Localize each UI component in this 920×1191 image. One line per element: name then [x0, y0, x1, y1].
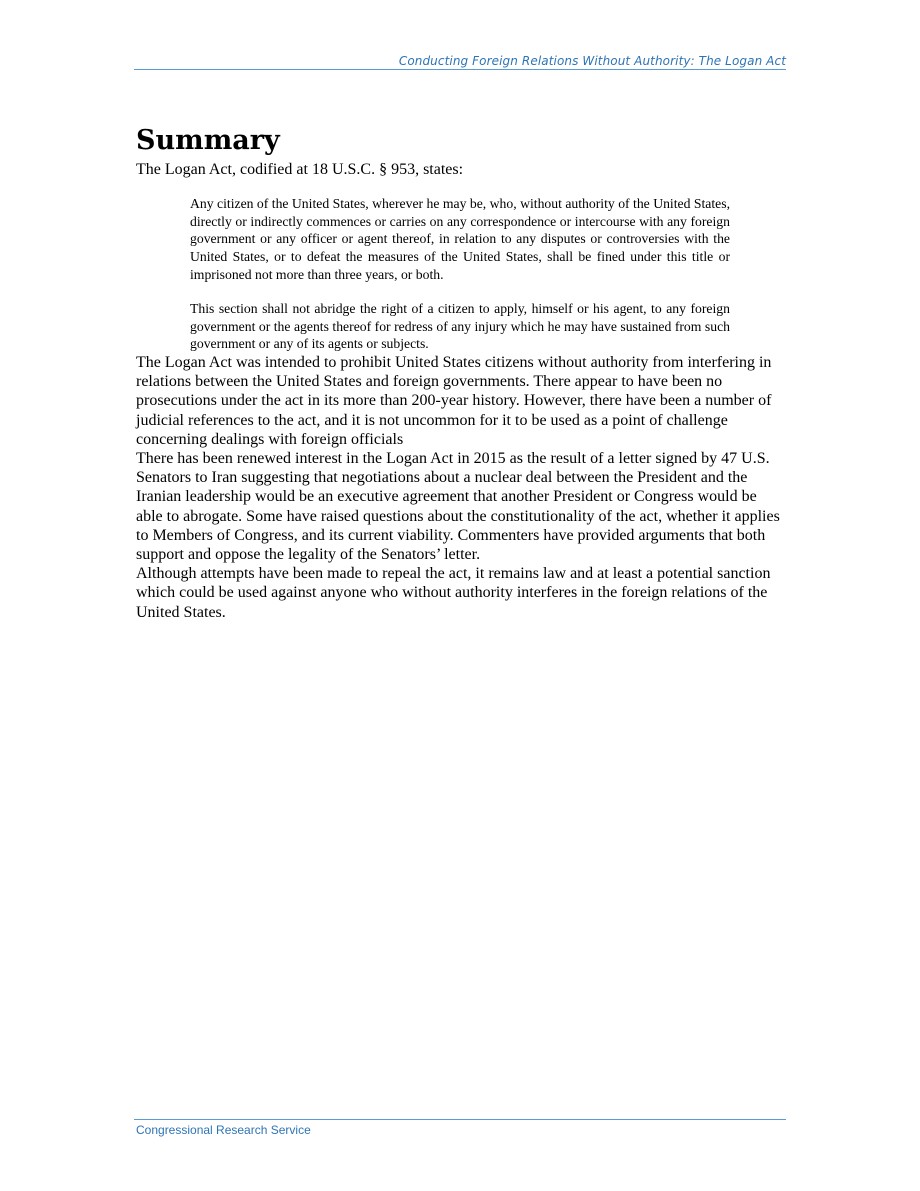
footer-publisher: Congressional Research Service: [136, 1123, 311, 1137]
statute-quote: [190, 195, 730, 353]
footer-divider: [134, 1119, 786, 1120]
header-divider: [134, 69, 786, 70]
quote-paragraph-1: Any citizen of the United States, wherever he may be, who, without authority of the United States, directly or indirectly commences or carries on any correspondence or intercourse with any foreign government or any officer or agent thereof, in relation to any disputes or controversies with the United States, or to defeat the measures of the United States, shall be fined under this title or imprisoned not more than three years, or both.: [190, 196, 730, 282]
body-paragraph-1: The Logan Act was intended to prohibit United States citizens without authority from interfering in relations between the United States and foreign governments. There appear to have been no prosecutions under the act in its more than 200-year history. However, there have been a number of judicial references to the act, and it is not uncommon for it to be used as a point of challenge concerning dealings with foreign officials: [136, 353, 772, 448]
running-header: Conducting Foreign Relations Without Authority: The Logan Act: [398, 54, 786, 68]
section-heading: Summary: [136, 125, 280, 156]
body-paragraph-2: There has been renewed interest in the Logan Act in 2015 as the result of a letter signed by 47 U.S. Senators to Iran suggesting that negotiations about a nuclear deal between the President and the Iranian leadership would be an executive agreement that another President or Congress would be able to abrogate. Some have raised questions about the constitutionality of the act, whether it applies to Members of Congress, and its current viability. Commenters have provided arguments that both support and oppose the legality of the Senators’ letter.: [136, 449, 780, 563]
quote-paragraph-2: This section shall not abridge the right of a citizen to apply, himself or his agent, to any foreign government or the agents thereof for redress of any injury which he may have sustained from such government or any of its agents or subjects.: [190, 301, 730, 352]
intro-paragraph: The Logan Act, codified at 18 U.S.C. § 953, states:: [136, 161, 464, 178]
body-paragraph-3: Although attempts have been made to repeal the act, it remains law and at least a potential sanction which could be used against anyone who without authority interferes in the foreign relations of the United States.: [136, 565, 771, 621]
summary-section: [136, 122, 786, 622]
